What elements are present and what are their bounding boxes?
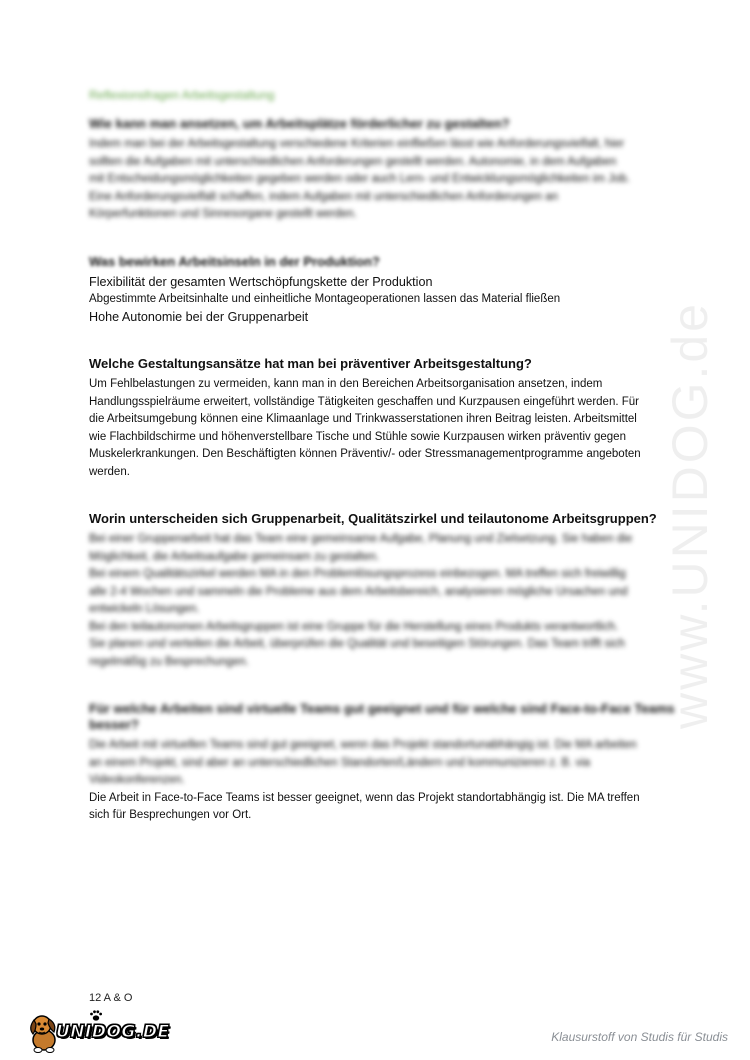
unidog-logo (26, 1010, 170, 1054)
paw-icon (89, 1010, 103, 1022)
watermark: www.UNIDOG.de (662, 301, 718, 729)
answer-line: werden. (89, 465, 130, 478)
logo-text: UNIDOG.DE (56, 1022, 170, 1042)
question-heading: Welche Gestaltungsansätze hat man bei präventiver Arbeitsgestaltung? (89, 356, 532, 371)
answer-line: Abgestimmte Arbeitsinhalte und einheitliche Montageoperationen lassen das Material fließen (89, 293, 561, 305)
answer-line: Muskelerkrankungen. Den Beschäftigten können Präventiv/- oder Stressmanagementprogramme angeboten (89, 448, 641, 460)
question-heading: Was bewirken Arbeitsinseln in der Produktion? (89, 253, 380, 269)
answer-line: Möglichkeit, die Arbeitsaufgabe gemeinsam zu gestalten. (89, 550, 380, 563)
answer-line: Um Fehlbelastungen zu vermeiden, kann man in den Bereichen Arbeitsorganisation ansetzen, indem (89, 378, 603, 390)
answer-line: sollten die Aufgaben mit unterschiedlichen Anforderungen gestellt werden. Autonomie, in dem Aufgaben (89, 155, 617, 168)
answer-block (89, 376, 715, 481)
question-heading: Wie kann man ansetzen, um Arbeitsplätze förderlicher zu gestalten? (89, 116, 510, 131)
answer-line: Die Arbeit in Face-to-Face Teams ist besser geeignet, wenn das Projekt standortabhängig ist. Die MA treffen (89, 791, 640, 804)
answer-line: Bei einem Qualitätszirkel werden MA in den Problemlösungsprozess einbezogen. MA treffen sich freiwillig (89, 568, 626, 580)
answer-line: Bei den teilautonomen Arbeitsgruppen ist eine Gruppe für die Herstellung eines Produkts verantwortlich. (89, 620, 619, 633)
answer-line: Flexibilität der gesamten Wertschöpfungskette der Produktion (89, 274, 433, 289)
answer-block (89, 274, 715, 327)
answer-line: Eine Anforderungsvielfalt schaffen, indem Aufgaben mit unterschiedlichen Anforderungen an (89, 190, 559, 203)
answer-line: Sie planen und verteilen die Arbeit, überprüfen die Qualität und beseitigen Störungen. Das Team trifft sich (89, 638, 625, 650)
answer-line: mit Entscheidungsmöglichkeiten gegeben werden oder auch Lern- und Entwicklungsmöglichkeiten im Job. (89, 173, 630, 185)
answer-line: regelmäßig zu Besprechungen. (89, 655, 249, 668)
document-content (89, 88, 715, 825)
answer-block (89, 531, 715, 671)
answer-line: sich für Besprechungen vor Ort. (89, 809, 252, 821)
question-heading: Für welche Arbeiten sind virtuelle Teams gut geeignet und für welche sind Face-to-Face Teams besser? (89, 701, 675, 732)
answer-line: die Arbeitsumgebung können eine Klimaanlage und Trinkwasserstationen ihren Beitrag leisten. Arbeitsmittel (89, 413, 637, 425)
answer-line: wie Flachbildschirme und höhenverstellbare Tische und Stühle sowie Kurzpausen wirken präventiv gegen (89, 430, 626, 443)
answer-line: Die Arbeit mit virtuellen Teams sind gut geeignet, wenn das Projekt standortunabhängig ist. Die MA arbeiten (89, 739, 637, 751)
page-number: 12 A & O (89, 992, 133, 1004)
answer-line: Körperfunktionen und Sinnesorgane gestellt werden. (89, 208, 357, 220)
answer-line: alle 2-4 Wochen und sammeln die Probleme aus dem Arbeitsbereich, analysieren mögliche Ursachen und (89, 585, 628, 598)
answer-line: entwickeln Lösungen. (89, 603, 200, 615)
question-heading: Worin unterscheiden sich Gruppenarbeit, Qualitätszirkel und teilautonome Arbeitsgruppen? (89, 511, 657, 526)
answer-line: Hohe Autonomie bei der Gruppenarbeit (89, 309, 309, 324)
section-title: Reflexionsfragen Arbeitsgestaltung (89, 88, 275, 102)
answer-block (89, 737, 715, 825)
answer-line: Bei einer Gruppenarbeit hat das Team eine gemeinsame Aufgabe, Planung und Zielsetzung. Sie haben die (89, 533, 633, 545)
footer-tagline: Klausurstoff von Studis für Studis (551, 1030, 728, 1044)
answer-line: Indem man bei der Arbeitsgestaltung verschiedene Kriterien einfließen lässt wie Anforderungsvielfalt, hier (89, 138, 625, 150)
answer-line: an einem Projekt, sind aber an unterschiedlichen Standorten/Ländern und kommunizieren z. B. via (89, 756, 591, 769)
answer-block (89, 136, 715, 224)
answer-line: Videokonferenzen. (89, 774, 185, 786)
answer-line: Handlungsspielräume erweitert, vollständige Tätigkeiten geschaffen und Kurzpausen eingeführt werden. Für (89, 395, 639, 408)
